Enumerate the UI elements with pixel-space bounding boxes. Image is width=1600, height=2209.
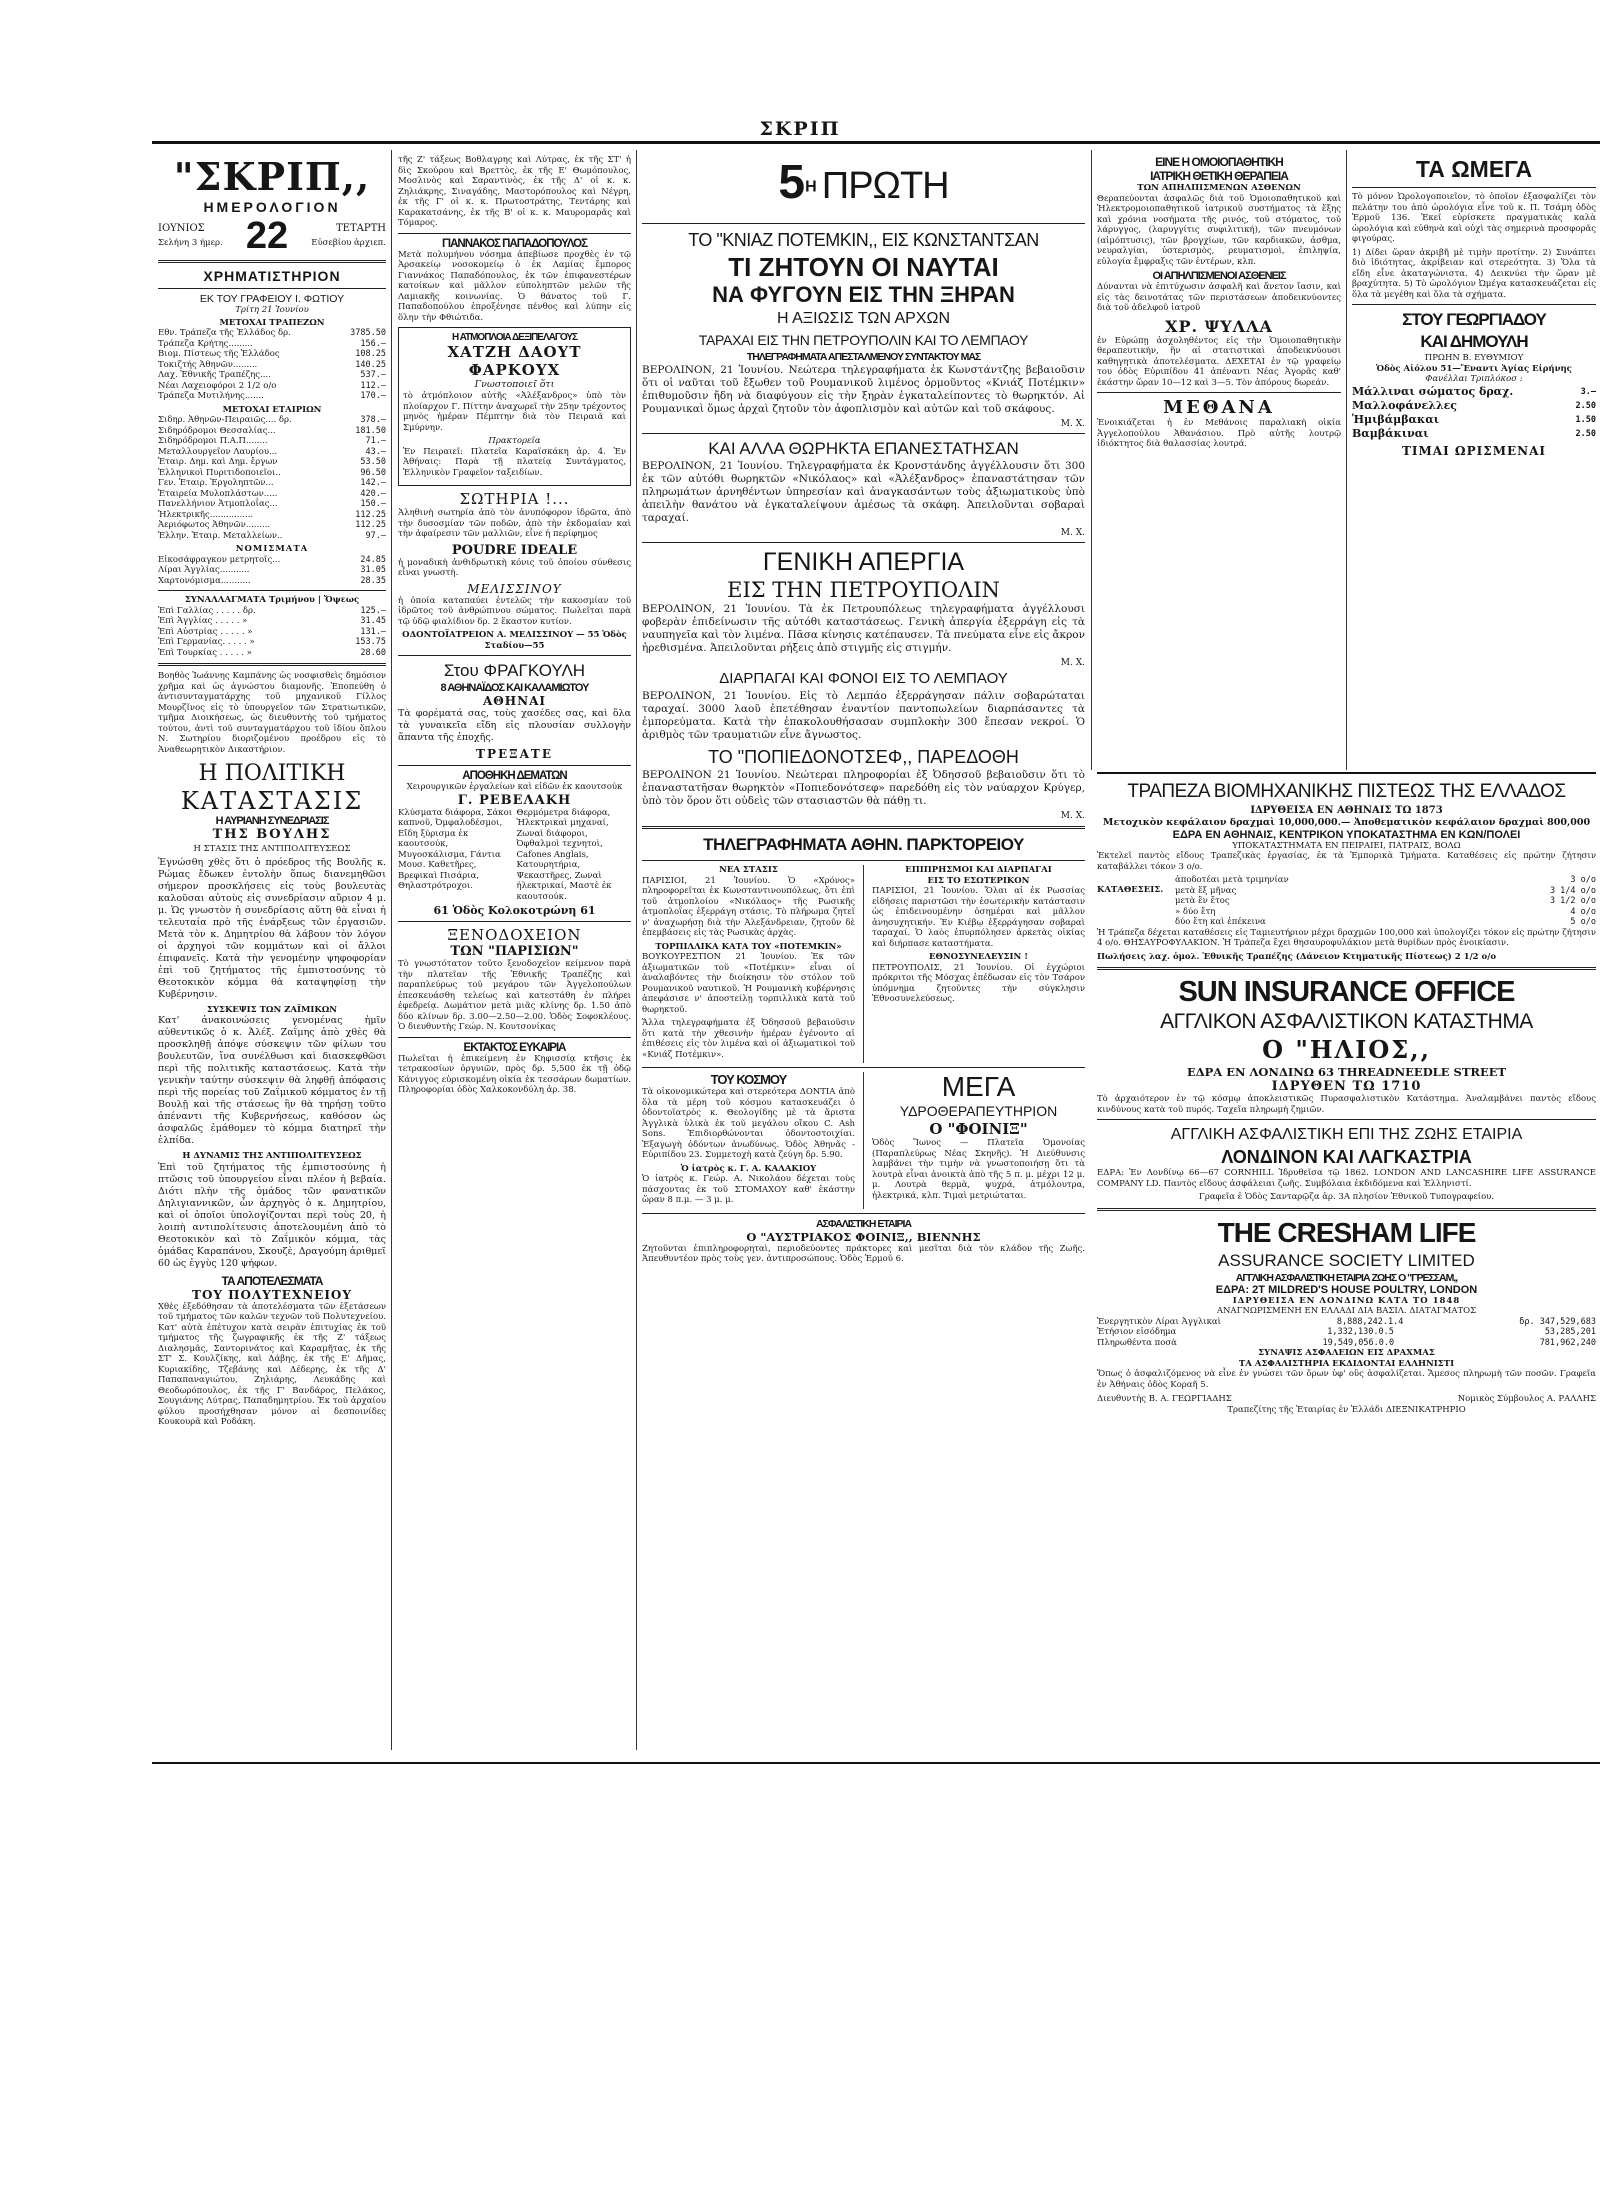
- row-value: 112.—: [360, 380, 386, 391]
- table-row: [158, 478, 386, 489]
- doctor-name: ΧΡ. ΨΥΛΛΑ: [1165, 316, 1273, 336]
- doctor-details: ἐν Εὐρώπῃ ἀσχοληθέντος εἰς τὴν Ὁμοιοπαθητικὴν θεραπευτικήν, ἥν αἱ στατιστικαὶ ἀποδεικνύουσι καθηγητικὰ ἀποτελέσματα. ΔΕΧΕΤΑΙ ἐν τῷ γραφείῳ του ὁδὸς Εὐριπίδου 41 ἀπέναντι Νέας Ἀγορᾶς καθ' ἑκάστην ὥραν 10—12 καὶ 3—5. Τὸν ἀπόρους δωρεάν.: [1097, 335, 1341, 388]
- row-label: Βιομ. Πίστεως τῆς Ἑλλάδος: [158, 349, 280, 359]
- bank-text: Ἐκτελεῖ παντὸς εἴδους Τραπεζικὰς ἐργασίας, ἐκ τὰ Ἐμπορικὰ Τμήματα. Καταθέσεις εἰς πρώτην ζήτησιν καταβάλλει τόκον 3 ο/ο.: [1097, 851, 1596, 872]
- opportunity-heading: ΕΚΤΑΚΤΟΣ ΕΥΚΑΙΡΙΑ: [463, 1041, 566, 1054]
- signature: Μ. Χ.: [1060, 658, 1085, 668]
- homeopathy-text: Θεραπεύονται ἀσφαλῶς διὰ τοῦ Ὁμοιοπαθητικοῦ καὶ Ἠλεκτρομοιοπαθητικοῦ ἰατρικοῦ συστήματος τὰ ἕξης καὶ χρόνια νοσήματα τῆς ρινός, τοῦ στόματος, τοῦ λάρυγγος, (λαρυγγίτις συφιλιτική), τῶν πνευμόνων (αἱμόπτυσις), τῶν βρογχίων, τῶν καρδιακῶν, ἀσθμα, νευραλγίαι, ὑστερισμὸς, ρευματισμοὶ, ἐπιληψία, εὐλογία ἔμφραξις τῶν ἐντέρων, κλπ.: [1097, 193, 1341, 267]
- headline-shore: ΝΑ ΦΥΓΟΥΝ ΕΙΣ ΤΗΝ ΞΗΡΑΝ: [712, 282, 1015, 307]
- date-month: ΙΟΥΝΙΟΣ: [158, 223, 205, 234]
- moon-phase: Σελήνη 3 ήμερ.: [158, 238, 223, 248]
- melissinou-address: ΟΔΟΝΤΟΪΑΤΡΕΙΟΝ Α. ΜΕΛΙΣΣΙΝΟΥ — 55 Ὁδὸς Σταδίου—55: [402, 630, 627, 651]
- results-text: Χθὲς ἐξεδόθησαν τὰ ἀποτελέσματα τῶν ἐξετάσεων τοῦ τμήματος τῶν καλῶν τεχνῶν τοῦ Πολυτεχνείου. Κατ' αὐτὰ ἐπέτυχον κατὰ σειρὰν ἐπιτυχίας ἐκ τοῦ τμήματος τῆς ζωγραφικῆς ἐκ τῆς Ζ' τάξεως Διαλησμᾶς, Σαντορινάτος καὶ Καραμῆτας, ἐκ τῆς ΣΤ' Σ. Κουλζίκης, καὶ Δάβης, ἐκ τῆς Ε' Δῆμας, Κυριακίδης, Τζεβάνης καὶ Δέδερης, ἐκ τῆς Δ' Παπαπαναγιώτου, Ζηλιάρης, Λευκάδης καὶ Θεοδωρόπουλος, ἐκ τῆς Γ' Βανδάρος, Πελάκος, Σουγιάνης Λύτρας, Παπαδημητρίου. Ἐκ τοῦ ἀρχαίου φύλου προσήχθησαν μόνον αἱ δεσποινίδες Κουκουρᾶ καὶ Ροδάκη.: [158, 1301, 386, 1427]
- row-value: 108.25: [355, 349, 386, 359]
- fx-table: [158, 606, 386, 659]
- results-continued: τῆς Ζ' τάξεως Βοθλαγρης καὶ Λύτρας, ἐκ τῆς ΣΤ' ἡ δὶς Σκούρου καὶ Βρεττὸς, ἐκ τῆς Ε' Θωμόπουλος, Μοσλινὸς καὶ Σαραντινὸς, ἐκ τῆς Δ' οἱ κ. κ. Ζηλιάκρης, Σιναγάδης, Μαστορόπουλος καὶ Νέγρη, ἐκ τῆς Γ' οἱ κ. κ. Πρωτοστράτης, Τεντάρης καὶ Καρακατσάνης, ἐκ τῆς Β' οἱ κ. κ. Μαυρομαρᾶς καὶ Τόμαρος.: [398, 155, 631, 228]
- row-label: » δύο ἔτη: [1175, 906, 1216, 917]
- deposit-rates: [1175, 875, 1596, 928]
- companies-header: ΜΕΤΟΧΑΙ ΕΤΑΙΡΙΩΝ: [222, 404, 322, 415]
- table-row: [158, 328, 386, 339]
- table-row: [158, 627, 386, 638]
- main-title: [642, 157, 1085, 219]
- main-title-word: ΠΡΩΤΗ: [821, 165, 949, 207]
- meeting-text: Κατ' ἀνακοινώσεις γενομένας ἡμῖν αὐθεντικῶς ὁ κ. Ἀλέξ. Ζαΐμης ἀπὸ χθὲς θὰ προσκληθῇ ἀπόψε σύσκεψιν τῶν φίλων του βουλευτῶν, ἵνα συνέλθωσι καὶ διασκεφθῶσι περὶ τῆς πολιτικῆς καταστάσεως. Κατὰ τὴν γενικὴν ταύτην σύσκεψιν θὰ ληφθῇ ἀπόφασις περὶ τῆς πορείας τοῦ Ζαΐμικοῦ κόμματος ἐν τῇ Βουλῇ καὶ τῆς στάσεως ἣν θὰ τηρήσῃ τοῦτο ἀπέναντι τῆς Κυβερνήσεως, καθόσον ὡς ἀσφαλῶς ἐμάθομεν τὸ κόμμα διατηρεῖ τὴν ἐλπίδα.: [158, 1015, 386, 1146]
- row-value: 53,285,201: [1544, 1327, 1596, 1337]
- cresham-banker: Τραπεζίτης τῆς Ἑταιρίας ἐν Ἑλλάδι ΔΙΕΞΝΙΚΑΤΡΗΡΙΟ: [1227, 1405, 1466, 1415]
- georgiadou-heading: ΣΤΟΥ ΓΕΩΡΓΙΑΔΟΥ: [1402, 310, 1546, 329]
- warehouse-address: 61 Ὁδὸς Κολοκοτρώνη 61: [433, 904, 596, 917]
- headline-libau: ΔΙΑΡΠΑΓΑΙ ΚΑΙ ΦΟΝΟΙ ΕΙΣ ΤΟ ΛΕΜΠΑΟΥ: [719, 670, 1008, 687]
- table-row: [1352, 399, 1596, 413]
- table-row: [1175, 917, 1596, 928]
- header-rule: [152, 141, 1600, 144]
- headline-pobedonosets: ΤΟ "ΠΟΠΙΕΔΟΝΟΤΣΕΦ,, ΠΑΡΕΔΟΘΗ: [708, 747, 1019, 767]
- obituary-text: Μετὰ πολυμήνου νόσημα ἀπεβίωσε προχθὲς ἐν τῷ Ἀρσακείῳ νοσοκομείῳ ὁ ἐκ Λαμίας ἔμπορος Γιαννάκος Παπαδόπουλος, ἐκ τῶν ἐπιφανεστέρων κατοίκων καὶ μᾶλλον εὐποληπτῶν μελῶν τῆς Λαμιακῆς κοινωνίας. Ὁ θάνατος τοῦ Γ. Παπαδοπούλου ἐπροξένησε πένθος καὶ λύπην εἰς ὅλην τὴν Φθιώτιδα.: [398, 249, 631, 323]
- date-day: 22: [245, 215, 289, 257]
- steamship-notice: Γνωστοποιεῖ ὅτι: [474, 379, 555, 390]
- telegrams-heading: ΤΗΛΕΓΡΑΦΗΜΑΤΑ ΑΠΕΣΤΑΛΜΕΝΟΥ ΣΥΝΤΑΚΤΟΥ ΜΑΣ: [746, 351, 981, 363]
- row-value: 378.—: [360, 415, 386, 425]
- row-value: 97.—: [365, 530, 386, 541]
- story-strike: ΒΕΡΟΛΙΝΟΝ, 21 Ἰουνίου. Τὰ ἐκ Πετρουπόλεως τηλεγραφήματα ἀγγέλλουσι φοβερὰν ἐπιδείνωσιν τῆς αὐτόθι καταστάσεως. Γενικὴ ἀπεργία ἐξερράγη εἰς τὰ ναυπηγεῖα καὶ τὸν λιμένα. Πᾶσα κίνησις κατέπαυσεν. Τὰ πνεύματα εἶνε εἰς ἄκρον ἠρεθισμένα. Ἀπειλοῦνται ρήξεις ἀπὸ στιγμῆς εἰς στιγμήν.: [642, 603, 1085, 654]
- row-label: Ἐπὶ Γαλλίας . . . . . δρ.: [158, 605, 256, 616]
- row-value: 3 1/4 ο/ο: [1549, 885, 1596, 896]
- table-row: [158, 616, 386, 627]
- table-row: [158, 381, 386, 392]
- row-label: ἀποδοτέαι μετὰ τριμηνίαν: [1175, 875, 1289, 885]
- row-value: δρ. 347,529,683: [1519, 1316, 1596, 1327]
- table-row: [1352, 427, 1596, 441]
- subhead-new-mutiny: ΝΕΑ ΣΤΑΣΙΣ: [719, 865, 778, 875]
- melissinou-text: ἡ ὁποία καταπαύει ἐντελῶς τὴν κακοσμίαν τοῦ ἱδρῶτος τοῦ ἀνθρώπινου σώματος. Πωλεῖται παρὰ τῷ ὑδῷ φιαλίδιον δρ. 2 ἕκαστον κυτίον.: [398, 595, 631, 627]
- cresham-subheading: ASSURANCE SOCIETY LIMITED: [1218, 1250, 1475, 1270]
- row-value: 156.—: [360, 338, 386, 349]
- dentist-text: Τὰ οἰκονομικώτερα καὶ στερεότερα ΔΟΝΤΙΑ ἀπὸ ὅλα τὰ μέρη τοῦ κόσμου κατασκευάζει ὁ ὀδοντοϊατρὸς κ. Θεολογίδης μὲ τὰ ἄριστα Ἀγγλικὰ ὑλικὰ ἐκ τοῦ μεγάλου οἴκου C. Ash Sons. Ἐπιδιορθώνονται ὀδοντοστοιχίαι. Ἐξαγωγὴ ὀδόντων ἀνωδύνως. Ὁδὸς Ἀθηνᾶς - Εὐριπίδου 23. Συμμετοχὴ κατὰ ζεύγη δρ. 5.90.: [642, 1087, 855, 1160]
- georgiadou-prices: [1352, 385, 1596, 441]
- table-row: [1175, 875, 1596, 886]
- story-potemkin: ΒΕΡΟΛΙΝΟΝ, 21 Ἰουνίου. Νεώτερα τηλεγραφήματα ἐκ Κωνστάντζης βεβαιοῦσιν ὅτι οἱ ναῦται τοῦ ἔξωθεν τοῦ Ρουμανικοῦ λιμένος ὁρμοῦντος «Κνιάζ Ποτέμκιν» ἐπιθυμοῦσιν ἤδη νὰ διαφύγουν εἰς τὴν ξηρὰν ἐγκαταλείποντες τὸ θωρηκτόν. Αἱ Ρουμανικαὶ ὅμως ἀρχαὶ ζητοῦν τὸν ἀφοπλισμὸν καὶ αὐτῶν καὶ τοῦ σκάφους.: [642, 364, 1085, 415]
- omega-heading: ΤΑ ΩΜΕΓΑ: [1415, 156, 1533, 182]
- column-divider: [636, 150, 637, 1750]
- anglo-address: Γραφεῖα ἐ Ὁδὸς Σανταρῷζα ἀρ. 3Α πλησίον Ἐθνικοῦ Τυπογραφείου.: [1198, 1192, 1495, 1202]
- running-header: ΣΚΡΙΠ: [759, 118, 841, 140]
- cresham-director: Διευθυντὴς Β. Α. ΓΕΩΡΓΙΑΔΗΣ: [1097, 1394, 1232, 1404]
- bank-branches: ΥΠΟΚΑΤΑΣΤΗΜΑΤΑ ΕΝ ΠΕΙΡΑΙΕΙ, ΠΑΤΡΑΙΣ, ΒΟΛΩ: [1232, 840, 1461, 851]
- hydro-heading: ΜΕΓΑ: [941, 1071, 1016, 1102]
- fx-header: ΣΥΝΑΛΛΑΓΜΑΤΑ Τριμήνου | Ὄψεως: [184, 595, 360, 605]
- table-row: [1352, 385, 1596, 399]
- signature: Μ. Χ.: [1060, 419, 1085, 429]
- column-divider: [391, 150, 392, 1750]
- row-value: 28.35: [360, 575, 386, 586]
- soteria-text: Ἀληθινὴ σωτηρία ἀπὸ τὸν ἀνυπόφορον ἱδρῶτα, ἀπὸ τὴν δυσοσμίαν τῶν ποδῶν, ἀπὸ τὴν ἐκδομαίαν καὶ τὴν ἀφαίρεσιν τῶν μαλλιῶν, εἶνε ἡ περίφημος: [398, 508, 631, 539]
- row-label: Εθν. Τράπεζα τῆς Ἑλλάδος δρ.: [158, 328, 291, 338]
- row-label: Πανελλήνιον Ἀτμοπλοΐας...: [158, 499, 278, 509]
- opposition-text: Ἐπὶ τοῦ ζητήματος τῆς ἐμπιστοσύνης ἡ πτῶσις τοῦ ὑπουργείου εἶναι πλέον ἡ βεβαία. Διότι πλὴν τῆς ὁμάδος τῶν φανατικῶν Δηλιγιαννικῶν, ὧν ἀρχηγὸς ὁ κ. Δημητρίου, καὶ οἱ ὁποῖοι ὑπολογίζονται περὶ τοὺς 20, ἡ λοιπὴ αντιπολίτευσις ἀποτελουμένη ἀπὸ τὸ Θεοτοκικὸν καὶ τὸ Ζαΐμικὸν κόμμα, τὰς ὁμάδας Καραπάνου, Σκουζὲ, Δραγούμη ἀριθμεῖ 60 ὡς ἐγγὺς 120 ψήφων.: [158, 1161, 386, 1269]
- table-row: [158, 457, 386, 468]
- steamship-company: ΧΑΤΖΗ ΔΑΟΥΤ ΦΑΡΚΟΥΧ: [447, 343, 582, 379]
- row-label: Ἐπὶ Αὐστρίας . . . . . »: [158, 626, 253, 637]
- column-divider: [1091, 150, 1092, 770]
- row-label: Ἀεριόφωτος Ἀθηνῶν.........: [158, 520, 271, 530]
- almanac-subtitle: ΗΜΕΡΟΛΟΓΙΟΝ: [203, 199, 341, 215]
- row-label: Εἰκοσάφραγκον μετρητοῖς...: [158, 554, 281, 565]
- row-value: 131.—: [360, 626, 386, 637]
- date-weekday: ΤΕΤΑΡΤΗ: [336, 223, 386, 234]
- headline-other-ships: ΚΑΙ ΑΛΛΑ ΘΩΡΗΚΤΑ ΕΠΑΝΕΣΤΑΤΗΣΑΝ: [708, 439, 1019, 458]
- politics-subheading-2: ΤΗΣ ΒΟΥΛΗΣ: [212, 827, 332, 842]
- anglo-subheading: ΛΟΝΔΙΝΟΝ ΚΑΙ ΛΑΓΚΑΣΤΡΙΑ: [1221, 1147, 1472, 1167]
- homeopathy-heading: ΕΙΝΕ Η ΟΜΟΙΟΠΑΘΗΤΙΚΗ: [1155, 155, 1283, 169]
- politics-subheading: Η ΑΥΡΙΑΝΗ ΣΥΝΕΔΡΙΑΣΙΣ: [215, 815, 329, 827]
- row-value: 5 ο/ο: [1570, 917, 1596, 927]
- sun-founded: ΙΔΡΥΘΕΝ ΤΩ 1710: [1271, 1079, 1422, 1094]
- row-label: Λίραι Ἀγγλίας...........: [158, 565, 250, 575]
- methana-text: Ἐνοικιάζεται ἡ ἐν Μεθάνοις παραλιακὴ οἰκία Ἀγγελοπούλου Ἀθανάσιου. Πρὸ αὐτῆς λουτρῷ ἰδιόκτητος διὰ θαλασσίας λουτρά.: [1097, 418, 1341, 449]
- fragkouli-text: Τὰ φορέματά σας, τοὺς χασέδες σας, καὶ ὅλα τὰ γυναικεῖα εἴδη εἰς πλουσίαν συλλογὴν ἅπαντα τῆς ἐποχῆς.: [398, 708, 631, 743]
- politics-heading-2: ΚΑΤΑΣΤΑΣΙΣ: [180, 787, 364, 815]
- banks-header: ΜΕΤΟΧΑΙ ΤΡΑΠΕΖΩΝ: [219, 317, 325, 328]
- row-value: 8,888,242.1.4: [1336, 1316, 1404, 1327]
- row-label: Λαχ. Ἐθνικῆς Τραπέζης....: [158, 370, 271, 380]
- steamship-agents: Ἐν Πειραιεῖ: Πλατεῖα Καραϊσκάκη ἀρ. 4. Ἐν Ἀθήναις: Παρὰ τῇ πλατείᾳ Συντάγματος, Ἑλληνικὸν Γραφεῖον ταξειδίων.: [403, 446, 626, 478]
- story-other-ships: ΒΕΡΟΛΙΝΟΝ, 21 Ἰουνίου. Τηλεγραφήματα ἐκ Κρονστάνδης ἀγγέλλουσιν ὅτι 300 ἐκ τῶν αὐτόθι θωρηκτῶν «Νικόλαος» καὶ «Ἀλέξανδρος» ἐπαναστάτησαν τῶν πληρωμάτων ἀρνηθέντων ὑπηρεσίαν καὶ ἀναγκασάντων τοὺς ἀξιωματικοὺς ὑπὸ ἀπειλὴν θανάτου νὰ ἐγκαταλείψουν ἀμέσως τὰ σκάφη. Ἀπειλοῦνται σοβαραὶ ταραχαί.: [642, 460, 1085, 524]
- sun-heading: SUN INSURANCE OFFICE: [1178, 976, 1515, 1008]
- row-value: 31.45: [360, 616, 386, 626]
- fragkouli-city: ΑΘΗΝΑΙ: [483, 694, 546, 708]
- row-label: Ἑταιρ. Δημ. καὶ Δημ. ἔργων: [158, 457, 278, 467]
- warehouse-subheading: Χειρουργικῶν ἐργαλείων καὶ εἰδῶν ἐκ καουτσούκ: [406, 782, 623, 792]
- hopeless-heading: ΟΙ ΑΠΗΛΠΙΣΜΕΝΟΙ ΑΣΘΕΝΕΙΣ: [1152, 270, 1286, 282]
- table-row: [158, 648, 386, 659]
- row-label: Χαρτονόμισμα...........: [158, 575, 251, 586]
- bank-founded: ΙΔΡΥΘΕΙΣΑ ΕΝ ΑΘΗΝΑΙΣ ΤΩ 1873: [1250, 805, 1443, 816]
- table-row: [158, 426, 386, 437]
- row-value: 181.50: [355, 425, 386, 436]
- column-5: [1352, 155, 1596, 770]
- cresham-counsel: Νομικὸς Σύμβουλος Α. ΡΑΛΛΗΣ: [1457, 1394, 1596, 1404]
- signature: Μ. Χ.: [1060, 528, 1085, 538]
- row-label: Ἑταιρεία Μυλοπλάστων.....: [158, 488, 278, 499]
- table-row: [158, 606, 386, 617]
- row-value: 112.25: [355, 509, 386, 520]
- georgiadou-category: Φανέλλαι Τριπλόκοσ :: [1425, 374, 1523, 384]
- georgiadou-tagline: ΤΙΜΑΙ ΩΡΙΣΜΕΝΑΙ: [1401, 443, 1547, 458]
- column-divider: [1346, 150, 1347, 770]
- row-value: 420.—: [360, 488, 386, 499]
- row-label: Πληρωθέντα ποσὰ: [1097, 1337, 1177, 1348]
- subhead-interior: ΕΙΣ ΤΟ ΕΣΩΤΕΡΙΚΟΝ: [927, 875, 1030, 886]
- cresham-founded: ΙΔΡΥΘΕΙΣΑ ΕΝ ΛΟΝΔΙΝΩ ΚΑΤΑ ΤΟ 1848: [1232, 1295, 1461, 1306]
- row-value: 140.25: [355, 359, 386, 370]
- headline-agency: ΤΗΛΕΓΡΑΦΗΜΑΤΑ ΑΘΗΝ. ΠΑΡΚΤΟΡΕΙΟΥ: [703, 835, 1024, 854]
- row-value: 2.50: [1575, 400, 1596, 411]
- politics-text: Ἐγνώσθη χθὲς ὅτι ὁ πρόεδρος τῆς Βουλῆς κ. Ρώμας ἔδωκεν ἐντολὴν ὅπως διανεμηθῶσι σήμερον προσκλήσεις εἰς τοὺς βουλευτὰς καλοῦσαι αὐτοὺς εἰς συνεδρίασιν αὔριον 4 μ. μ. Ὡς γνωστὸν ἡ συνεδρίασις αὕτη θὰ εἶναι ἡ τελευταία πρὸ τῆς ἐνάρξεως τῶν ἐργασιῶν. Μετὰ τὸν κ. Δημητρίου θὰ λάβουν τὸν λόγον οἱ ἀρχηγοὶ τῶν κομμάτων καὶ οἱ ἄλλοι ἐπιφανεῖς. Κατὰ τὴν γενομένην ψηφοφορίαν ἐπὶ τοῦ ζητήματος τῆς ἐμπιστοσύνης τὸ Θεοτοκικὸν κόμμα θὰ καταψηφίσῃ τὴν Κυβέρνησιν.: [158, 856, 386, 1000]
- signature: Μ. Χ.: [1060, 811, 1085, 821]
- hydro-text: Ὁδὸς Ἴωνος — Πλατεῖα Ὁμονοίας (Παραπλεύρως Νέας Σκηνῆς). Ἡ Διεύθυνσις λαμβάνει τὴν τιμὴν νὰ γνωστοποιήσῃ ὅτι τὰ λουτρὰ εἶναι ἀνοικτὰ ἀπὸ τῆς 5 π. μ. μέχρι 12 μ. μ. Λουτρὰ θερμὰ, ψυχρά, ἀτμόλουτρα, ἠλεκτρικά, κλπ. Τιμαὶ μετριώταται.: [872, 1138, 1085, 1201]
- hydro-subheading: ΥΔΡΟΘΕΡΑΠΕΥΤΗΡΙΟΝ: [899, 1103, 1058, 1119]
- steamship-text: τὸ ἀτμόπλοιον αὐτῆς «Ἀλέξανδρος» ὑπὸ τὸν πλοίαρχον Γ. Πίττην ἀναχωρεῖ τὴν 25ην τρέχοντος μηνὸς ἡμέραν Πέμπτην διὰ τὸν Πειραιᾶ καὶ Σμύρνην.: [403, 391, 626, 433]
- money-header: ΝΟΜΙΣΜΑΤΑ: [235, 544, 309, 554]
- money-table: [158, 555, 386, 587]
- row-value: 537.—: [360, 370, 386, 380]
- insurance-heading: ΑΣΦΑΛΙΣΤΙΚΗ ΕΤΑΙΡΙΑ: [815, 1217, 912, 1230]
- poudre-text: ἡ μοναδικὴ ἀνθιδρωτικὴ κόνις τοῦ ὁποίου σύνθεσις εἶναι γνωστὴ.: [398, 557, 631, 578]
- georgiadou-former: ΠΡΩΗΝ Β. ΕΥΘΥΜΙΟΥ: [1424, 353, 1524, 363]
- cresham-drachmas: ΣΥΝΑΨΙΣ ΑΣΦΑΛΕΙΩΝ ΕΙΣ ΔΡΑΧΜΑΣ: [1258, 1348, 1435, 1358]
- row-label: Τράπεζα Κρήτης.........: [158, 338, 253, 349]
- sun-text: Τὸ ἀρχαιότερον ἐν τῷ κόσμῳ ἀποκλειστικῶς Πυρασφαλιστικὸν Κατάστημα. Ἀναλαμβάνει παντὸς εἴδους κινδύνους κατὰ τοῦ πυρός. Ταχεῖα πληρωμὴ ζημιῶν.: [1097, 1094, 1596, 1115]
- stock-title: ΧΡΗΜΑΤΙΣΤΗΡΙΟΝ: [203, 268, 341, 284]
- stock-source: ΕΚ ΤΟΥ ΓΡΑΦΕΙΟΥ Ι. ΦΩΤΙΟΥ: [199, 293, 345, 305]
- row-value: 24.85: [360, 554, 386, 565]
- row-label: Τράπεζα Μυτιλήνης.......: [158, 391, 264, 401]
- omega-text: Τὸ μόνον Ὡρολογοποιεῖον, τὸ ὁποῖον ἐξασφαλίζει τὸν πελάτην του ἀπὸ ὡρολόγια εἶνε τοῦ κ. Π. Τσάμη ὁδὸς Ἑρμοῦ 136. Ἐκεῖ εὑρίσκετε πραγματικὰς καλὰ ὡρολόγια καὶ εὐθηνὰ καὶ οὐχὶ τὰς σημερινὰ προσφορᾶς φιγούρας.: [1352, 192, 1596, 244]
- hotel-name: ΤΩΝ "ΠΑΡΙΣΙΩΝ": [450, 944, 579, 959]
- table-row: [1175, 907, 1596, 918]
- table-row: [1352, 413, 1596, 427]
- story-new-mutiny: ΠΑΡΙΣΙΟΙ, 21 Ἰουνίου. Ὁ «Χρόνος» πληροφορεῖται ἐκ Κωνσταντινουπόλεως, ὅτι ἐπὶ τοῦ ἀτμοπλοίου «Νικόλαος» τῆς Ρωσικῆς ἀτμοπλοΐας ἐξερράγη στάσις. Τὸ πλήρωμα ζητεῖ ν' ἀναχωρήσῃ διὰ τὴν Ἀλεξάνδρειαν, ζητοῦν δὲ ἐπεμβάσεις εἰς τὰς Ρωσικὰς ἀρχὰς.: [642, 875, 855, 938]
- fragkouli-tagline: ΤΡΕΞΑΤΕ: [476, 747, 553, 761]
- row-label: Ἐτήσιον εἰσόδημα: [1097, 1327, 1177, 1337]
- table-row: [158, 349, 386, 360]
- table-row: [158, 339, 386, 350]
- row-label: μετὰ ἕξ μῆνας: [1175, 885, 1237, 896]
- hydro-name: Ο "ΦΟΙΝΙΞ": [929, 1120, 1028, 1138]
- table-row: [158, 499, 386, 510]
- row-value: 71.—: [365, 436, 386, 446]
- table-row: [158, 510, 386, 521]
- cresham-recognition: ΑΝΑΓΝΩΡΙΣΜΕΝΗ ΕΝ ΕΛΛΑΔΙ ΔΙΑ ΒΑΣΙΛ. ΔΙΑΤΑΓΜΑΤΟΣ: [1216, 1306, 1477, 1316]
- bank-heading: ΤΡΑΠΕΖΑ ΒΙΟΜΗΧΑΝΙΚΗΣ ΠΙΣΤΕΩΣ ΤΗΣ ΕΛΛΑΔΟΣ: [1127, 781, 1566, 802]
- politics-subheading-3: Η ΣΤΑΣΙΣ ΤΗΣ ΑΝΤΙΠΟΛΙΤΕΥΣΕΩΣ: [193, 844, 351, 854]
- row-label: Ἐπὶ Τουρκίας . . . . . »: [158, 647, 252, 658]
- row-label: Μάλλιναι σώματος δραχ.: [1352, 384, 1514, 398]
- story-torpedo: ΒΟΥΚΟΥΡΕΣΤΙΟΝ 21 Ἰουνίου. Ἐκ τῶν ἀξιωματικῶν τοῦ «Ποτέμκιν» εἶναι οἱ ἀναλαβόντες τὴν διοίκησιν τὸν στόλον τοῦ Ρουμανικοῦ ναυτικοῦ. Ἡ Ρουμανικὴ κυβέρνησις ἀπεφάσισε ν' ἀποστείλῃ τορπιλλικὰ κατὰ τοῦ θωρηκτοῦ.: [642, 952, 855, 1015]
- table-row: [158, 555, 386, 566]
- headline-sailors: ΤΙ ΖΗΤΟΥΝ ΟΙ ΝΑΥΤΑΙ: [728, 252, 999, 282]
- sun-name: Ο "ΗΛΙΟΣ,,: [1262, 1035, 1431, 1064]
- subhead-torpedo: ΤΟΡΠΙΛΛΙΚΑ ΚΑΤΑ ΤΟΥ «ΠΟΤΕΜΚΙΝ»: [655, 941, 842, 952]
- row-value: 3 ο/ο: [1570, 875, 1596, 885]
- ads-block: [1097, 780, 1596, 1755]
- row-label: Ἐπὶ Ἀγγλίας . . . . . »: [158, 616, 248, 626]
- table-row: [1175, 896, 1596, 907]
- warehouse-list-a: Κλύσματα διάφορα, Σάκοι καπνοῦ, Ὀμφαλοδέσμοι, Εἴδη ξύρισμα ἐκ καουτσούκ, Μυγοσκάλισμα, Γάντια Μουσ. Καθετῆρες, Βρεφικαὶ Πισάρια, Θηλαστρότροχοι.: [398, 807, 513, 891]
- row-label: Μαλλοφάνελλες: [1352, 398, 1457, 412]
- table-row: [158, 576, 386, 587]
- sun-subheading: ΑΓΓΛΙΚΟΝ ΑΣΦΑΛΙΣΤΙΚΟΝ ΚΑΤΑΣΤΗΜΑ: [1160, 1010, 1533, 1033]
- omega-list: 1) Δίδει ὥραν ἀκριβῆ μὲ τιμὴν προτίτην. 2) Συνάπτει διὸ ἰδιότητας, ἀκρίβειαν καὶ στερεότητα. 3) Ὅλα τὰ εἴδη εἶνε ἀκαταγώνιστα. 4) Δεικνύει τὴν ὥραν μὲ βραχύτητα. 5) Τὸ ὡρολόγιον Ὠμέγα κατασκευάζεται εἰς ὅλα τὰ μεγέθη καὶ ὅλα τὰ σχήματα.: [1352, 247, 1596, 300]
- row-label: Τοκιζτής Ἀθηνῶν.........: [158, 359, 258, 370]
- row-label: Ἐπὶ Γερμανίας. . . . . »: [158, 637, 255, 647]
- bank-capital: Μετοχικὸν κεφάλαιον δραχμαὶ 10,000,000.— Ἀποθεματικὸν κεφάλαιον δραχμαὶ 800,000: [1102, 816, 1591, 828]
- table-row: [158, 468, 386, 479]
- opportunity-text: Πωλεῖται ἡ ἐπικείμενη ἐν Κηφισσίᾳ κτῆσις ἐκ τετρακοσίων ὀργυιῶν, πρὸς δρ. 5,500 ἐκ τῇ ὁδῷ Κάνιγγος εὐρισκομένη οἰκία ἐκ τεσσάρων δωματίων. Πληροφορίαι ὁδὸς Χαλκοκονδύλη ἀρ. 38.: [398, 1053, 631, 1095]
- row-label: Μεταλλουργεῖον Λαυρίου...: [158, 446, 278, 457]
- obituary-heading: ΓΙΑΝΝΑΚΟΣ ΠΑΠΑΔΟΠΟΥΛΟΣ: [441, 237, 588, 250]
- cresham-greek-policies: ΤΑ ΑΣΦΑΛΙΣΤΗΡΙΑ ΕΚΔΙΔΟΝΤΑΙ ΕΛΛΗΝΙΣΤΙ: [1238, 1358, 1455, 1369]
- warehouse-owner: Γ. ΡΕΒΕΛΑΚΗ: [457, 792, 572, 808]
- logo: "ΣΚΡΙΠ,,: [173, 155, 371, 199]
- center-column: [642, 155, 1085, 1750]
- cresham-heading: THE CRESHAM LIFE: [1217, 1216, 1476, 1248]
- georgiadou-heading-2: ΚΑΙ ΔΗΜΟΥΛΗ: [1420, 332, 1528, 351]
- hotel-text: Τὸ γνωστότατον τοῦτο ξενοδοχεῖον κείμενον παρὰ τὴν πλατεῖαν τῆς Ἐθνικῆς Τραπέζης καὶ παραπλεύρως τοῦ μεγάρου τῶν Ἀγγελοπούλων ἐπεσκευάσθη τελείως καὶ κατεστάθη ἐν πλήρει ἐφεδρείᾳ. Δωμάτιον μετὰ μιᾶς κλίνης δρ. 1.50 ἀπὸ δύο κλίνων δρ. 3.00—2.50—2.00. Ὁδὸς Σοφοκλέους. Ὁ διευθυντὴς Γεώρ. Ν. Κουτσονίκας: [398, 959, 631, 1032]
- meeting-heading: ΣΥΣΚΕΨΙΣ ΤΩΝ ΖΑΪΜΙΚΩΝ: [206, 1004, 338, 1015]
- row-value: 3.—: [1580, 386, 1596, 397]
- bank-text-3: Πωλήσεις λαχ. ὁμολ. Ἐθνικῆς Τραπέζης (Δάνειον Κτηματικῆς Πίστεως) 2 1/2 ο/ο: [1097, 951, 1496, 962]
- politics-heading: Η ΠΟΛΙΤΙΚΗ: [198, 761, 346, 786]
- row-value: 1,332,130.0.5: [1327, 1327, 1394, 1337]
- headline-authorities: Η ΑΞΙΩΣΙΣ ΤΩΝ ΑΡΧΩΝ: [776, 310, 951, 327]
- table-row: [158, 415, 386, 426]
- steamship-heading: Η ΑΤΜΟΠΛΟΙΑ ΔΕΞΙΠΕΛΑΓΟΥΣ: [451, 332, 578, 343]
- companies-table: [158, 415, 386, 541]
- table-row: [1097, 1327, 1596, 1338]
- hopeless-text: Δύνανται νὰ ἐπιτύχωσιν ἀσφαλῆ καὶ ἄνετον ἴασιν, καὶ εἰς τὰς δεινοτάτας τῶν περιστάσεων ἀποδεικνύοντες διὰ τοῦ ἀδελφοῦ ἰατροῦ: [1097, 282, 1341, 313]
- opposition-heading: Η ΔΥΝΑΜΙΣ ΤΗΣ ΑΝΤΙΠΟΛΙΤΕΥΣΕΩΣ: [182, 1151, 362, 1161]
- date-box: [158, 217, 386, 255]
- row-value: 96.50: [360, 467, 386, 478]
- poudre-heading: POUDRE IDEALE: [451, 542, 578, 558]
- subhead-fires: ΕΠΙΠΡΗΣΜΟΙ ΚΑΙ ΔΙΑΡΠΑΓΑΙ: [905, 865, 1052, 875]
- row-value: 142.—: [360, 478, 386, 488]
- table-row: [158, 520, 386, 531]
- cresham-greek: ΑΓΓΛΙΚΗ ΑΣΦΑΛΙΣΤΙΚΗ ΕΤΑΙΡΙΑ ΖΩΗΣ Ο "ΓΡΕΣΣΑΜ,,: [1235, 1271, 1458, 1284]
- melissinou-heading: ΜΕΛΙΣΣΙΝΟΥ: [467, 581, 562, 596]
- results-subheading: ΤΟΥ ΠΟΛΥΤΕΧΝΕΙΟΥ: [192, 1287, 352, 1302]
- main-title-sup: Η: [805, 178, 817, 196]
- cresham-seat: ΕΔΡΑ: 2Τ MILDRED'S HOUSE POULTRY, LONDON: [1215, 1283, 1478, 1296]
- row-value: 112.25: [355, 520, 386, 530]
- ads-rule: [1097, 772, 1596, 774]
- dentist-signature: Ὁ ἰατρὸς κ. Γ. Α. ΚΑΛΑΚΙΟΥ: [680, 1163, 817, 1174]
- row-value: 28.60: [360, 647, 386, 658]
- warehouse-list-b: Θερμόμετρα διάφορα, Ἠλεκτρικαὶ μηχαναί, Ζωναὶ διάφοροι, Ὀφθαλμοὶ τεχνητοὶ, Cafones Anglais, Κατουρητήρια, Ψεκαστῆρες, Ζωναὶ ἠλεκτρικαί, Μαστὲ ἐκ καουτσούκ.: [516, 807, 612, 902]
- insurance-text: Ζητοῦνται ἐπιπληροφορηταὶ, περιοδεύοντες πράκτορες καὶ μεσῖται διὰ τὸν κλάδον τῆς Ζωῆς. Ἀπευθυντέον πρὸς τοὺς γεν. ἀντιπροσώπους. Ὁδὸς Ἑρμοῦ 6.: [642, 1243, 1085, 1264]
- deposits-label: ΚΑΤΑΘΕΣΕΙΣ.: [1097, 885, 1164, 895]
- headline-potemkin: ΤΟ "ΚΝΙΑΖ ΠΟΤΕΜΚΙΝ,, ΕΙΣ ΚΩΝΣΤΑΝΤΣΑΝ: [688, 230, 1039, 250]
- homeopathy-heading-2: ΙΑΤΡΙΚΗ ΘΕΤΙΚΗ ΘΕΡΑΠΕΙΑ: [1150, 169, 1288, 183]
- column-2: [398, 155, 631, 1750]
- row-label: δύο ἔτη καὶ ἐπέκεινα: [1175, 917, 1266, 927]
- row-label: Ἑλληνικοὶ Πυριτιδοποιεῖοι..: [158, 467, 281, 478]
- row-value: 4 ο/ο: [1570, 906, 1596, 917]
- homeopathy-heading-3: ΤΩΝ ΑΠΗΛΠΙΣΜΕΝΩΝ ΑΣΘΕΝΩΝ: [1137, 183, 1301, 193]
- row-value: 1.50: [1575, 414, 1596, 425]
- georgiadou-address: Ὁδὸς Αἰόλου 51—Ἔναντι Ἁγίας Εἰρήνης: [1376, 363, 1572, 374]
- steamship-agents-heading: Πρακτορεῖα: [488, 436, 541, 446]
- row-value: 3785.50: [350, 328, 386, 338]
- insurance-name: Ο "ΑΥΣΤΡΙΑΚΟΣ ΦΟΙΝΙΞ,, ΒΙΕΝΝΗΣ: [746, 1229, 981, 1244]
- fragkouli-heading: Στου ΦΡΑΓΚΟΥΛΗ: [443, 661, 586, 680]
- dentist-heading: ΤΟΥ ΚΟΣΜΟΥ: [710, 1072, 787, 1087]
- soteria-heading: ΣΩΤΗΡΙΑ !...: [459, 490, 570, 508]
- column-1: [158, 155, 386, 1750]
- row-label: μετὰ ἓν ἔτος: [1175, 896, 1230, 906]
- table-row: [1097, 1317, 1596, 1328]
- story-fires: ΠΑΡΙΣΙΟΙ, 21 Ἰουνίου. Ὅλαι αἱ ἐκ Ρωσσίας εἰδήσεις παριστῶσι τὴν ἐσωτερικὴν κατάστασιν ὡς ἐπιδεινουμένην ὁσημέραι καὶ μᾶλλον ἀνησυχητικήν. Ἐν Κιέβῳ ἐξερράγησαν σοβαραὶ ταραχαί. Ὁ λαὸς ἐπυρπόλησεν ἀρκετὰς οἰκίας καὶ διήρπασε καταστήματα.: [872, 886, 1085, 949]
- anglo-text: ΕΔΡΑ: Ἐν Λονδίνῳ 66—67 CORNHILL Ἱδρυθεῖσα τῷ 1862. LONDON AND LANCASHIRE LIFE ASSURANCE COMPANY LD. Παντὸς εἴδους ἀσφάλειαι ζωῆς. Συμβόλαια ἐκδιδόμενα καὶ Ἑλληνιστί.: [1097, 1168, 1596, 1189]
- bank-seat: ΕΔΡΑ ΕΝ ΑΘΗΝΑΙΣ, ΚΕΝΤΡΙΚΟΝ ΥΠΟΚΑΤΑΣΤΗΜΑ ΕΝ ΚΩΝ/ΠΟΛΕΙ: [1172, 828, 1521, 841]
- row-value: 3 1/2 ο/ο: [1549, 896, 1596, 906]
- sun-seat: ΕΔΡΑ ΕΝ ΛΟΝΔΙΝΩ 63 THREADNEEDLE STREET: [1186, 1065, 1507, 1079]
- row-label: Νέαι Λαχειοφόροι 2 1/2 ο/ο: [158, 380, 277, 391]
- warehouse-heading: ΑΠΟΘΗΚΗ ΔΕΜΑΤΩΝ: [462, 770, 567, 782]
- row-value: 53.50: [360, 457, 386, 467]
- headline-strike: ΓΕΝΙΚΗ ΑΠΕΡΓΙΑ: [762, 548, 965, 576]
- table-row: [158, 565, 386, 576]
- row-value: 153.75: [355, 637, 386, 647]
- methana-heading: ΜΕΘΑΝΑ: [1163, 397, 1275, 418]
- brief-news: Βοηθὸς Ἰωάννης Καμπάνης ὡς νοσφισθεὶς δημόσιον χρῆμα καὶ ὡς ἀγνώστου διαμονῆς. Ἐποπεύθη ὁ ἀντισυνταγματάρχης τοῦ μηχανικοῦ Γίλλος Μουρζῖνος εἰς τὸ ὑπουργεῖον τῶν Στρατιωτικῶν, τμῆμα Διοικήσεως, ὡς διευθυντὴς τοῦ τμήματος τούτου, ἀντὶ τοῦ συνταγματάρχου τοῦ ἰδίου ὅπλου Ν. Σωτηρίου διοριζομένου προέδρου εἰς τὸ Ἀναθεωρητικὸν Δικαστήριον.: [158, 671, 386, 755]
- fragkouli-address: 8 ΑΘΗΝΑΪΔΟΣ ΚΑΙ ΚΑΛΑΜΙΩΤΟΥ: [440, 682, 589, 694]
- story-libau: ΒΕΡΟΛΙΝΟΝ, 21 Ἰουνίου. Εἰς τὸ Λεμπάο ἐξερράγησαν πάλιν σοβαρώταται ταραχαί. 3000 λαοῦ ἐπετέθησαν ἐναντίον παντοπωλείων διαρπάσαντες τὰ ἐμπορεύματα. Κατὰ τὴν ἐπακολουθήσασαν συμπλοκὴν 300 ἔπεσαν νεκροί. Ὁ ἀριθμὸς τῶν τραυματιῶν εἶνε ἄγνωστος.: [642, 690, 1085, 741]
- row-value: 170.—: [360, 391, 386, 401]
- table-row: [158, 360, 386, 371]
- row-label: Ἡμιβάμβακαι: [1352, 412, 1440, 426]
- results-heading: ΤΑ ΑΠΟΤΕΛΕΣΜΑΤΑ: [221, 1273, 323, 1288]
- hotel-heading: ΞΕΝΟΔΟΧΕΙΟΝ: [447, 926, 582, 944]
- row-value: 2.50: [1575, 428, 1596, 439]
- story-pobedonosets: ΒΕΡΟΛΙΝΟΝ 21 Ἰουνίου. Νεώτεραι πληροφορίαι ἐξ Ὀδησσοῦ βεβαιοῦσιν ὅτι τὸ ἐπαναστατῆσαν θωρηκτὸν «Ποπιεδονότσεφ» παρεδόθη εἰς τὸν ναύαρχον Κρύγερ, ὑπὸ τὸν ὅρον ὅτι οὐδεὶς τῶν στασιαστῶν θὰ πάθῃ τι.: [642, 769, 1085, 807]
- cresham-stats: [1097, 1317, 1596, 1349]
- row-label: Σιδηρ. Ἀθηνῶν-Πειραιῶς.... δρ.: [158, 415, 292, 425]
- row-label: Ἐνεργητικὸν Λίραι Ἀγγλικαὶ: [1097, 1316, 1221, 1327]
- stock-date: Τρίτη 21 Ἰουνίου: [235, 305, 309, 315]
- table-row: [158, 531, 386, 542]
- cresham-text: Ὅπως ὁ ἀσφαλιζόμενος νὰ εἶνε ἐν γνώσει τῶν ὅρων ὑφ' οὓς ἀσφαλίζεται. Ἄμεσος πληρωμὴ τῶν ποσῶν. Γραφεῖα ἐν Ἀθήναις ὁδὸς Κοραῆ 5.: [1097, 1369, 1596, 1390]
- banks-table: [158, 328, 386, 402]
- row-value: 125.—: [360, 605, 386, 616]
- row-value: 43.—: [365, 446, 386, 457]
- table-row: [158, 637, 386, 648]
- story-assembly: ΠΕΤΡΟΥΠΟΛΙΣ, 21 Ἰουνίου. Οἱ ἐγχώριοι πρόκριτοι τῆς Μόσχας ἐπέδωσαν εἰς τὸν Τσάρον ὑπόμνημα ζητοῦντες τὴν σύγκλησιν Ἐθνοσυνελεύσεως.: [872, 962, 1085, 1004]
- row-label: Ἠλεκτρικῆς................: [158, 509, 254, 520]
- row-value: 31.05: [360, 565, 386, 575]
- row-label: Γεν. Ἑταιρ. Ἐργοληπτῶν...: [158, 478, 274, 488]
- table-row: [158, 447, 386, 458]
- table-row: [158, 489, 386, 500]
- row-label: Βαμβάκιναι: [1352, 426, 1429, 440]
- row-label: Σιδηρόδρομοι Π.Α.Π........: [158, 436, 268, 446]
- row-label: Σιδηρόδρομοι Θεσσαλίας...: [158, 425, 276, 436]
- doctor-text: Ὁ ἰατρὸς κ. Γεώρ. Α. Νικολάου δέχεται τοὺς πάσχοντας ἐκ τοῦ ΣΤΟΜΑΧΟΥ καθ' ἑκάστην ὥραν 8 π.μ. — 3 μ. μ.: [642, 1174, 855, 1205]
- table-row: [158, 391, 386, 402]
- subhead-assembly: ΕΘΝΟΣΥΝΕΛΕΥΣΙΝ !: [929, 952, 1028, 962]
- bottom-rule: [152, 1762, 1600, 1764]
- row-value: 781,962,240: [1539, 1337, 1596, 1348]
- headline-unrest: ΤΑΡΑΧΑΙ ΕΙΣ ΤΗΝ ΠΕΤΡΟΥΠΟΛΙΝ ΚΑΙ ΤΟ ΛΕΜΠΑΟΥ: [698, 332, 1029, 348]
- column-4: [1097, 155, 1341, 770]
- main-title-number: 5: [778, 156, 806, 209]
- row-value: 150.—: [360, 499, 386, 509]
- headline-strike-2: ΕΙΣ ΤΗΝ ΠΕΤΡΟΥΠΟΛΙΝ: [727, 578, 1000, 602]
- table-row: [1097, 1338, 1596, 1349]
- table-row: [158, 436, 386, 447]
- bank-text-2: Ἡ Τράπεζα δέχεται καταθέσεις εἰς Ταμιευτήριον μέχρι δραχμῶν 100,000 καὶ ὑπολογίζει τόκον εἰς πρώτην ζήτησιν 4 ο/ο. ΘΗΣΑΥΡΟΦΥΛΑΚΙΟΝ. Ἡ Τράπεζα ἔχει θησαυροφυλάκιον μετὰ θυρίδων πρὸς ἐνοικίασιν.: [1097, 927, 1596, 948]
- saint-of-day: Εὐσεβίου ἀρχιεπ.: [311, 238, 386, 248]
- anglo-heading: ΑΓΓΛΙΚΗ ΑΣΦΑΛΙΣΤΙΚΗ ΕΠΙ ΤΗΣ ΖΩΗΣ ΕΤΑΙΡΙΑ: [1170, 1126, 1523, 1143]
- table-row: [1175, 886, 1596, 897]
- table-row: [158, 370, 386, 381]
- story-odessa: Ἄλλα τηλεγραφήματα ἐξ Ὀδησσοῦ βεβαιοῦσιν ὅτι κατὰ τὴν χθεσινὴν ἡμέραν ἐγένοντο αἱ ἐπιθέσεις εἰς τὸν λιμένα καὶ οἱ ἀξιωματικοὶ τοῦ «Κνιάζ Ποτέμκιν».: [642, 1018, 855, 1060]
- row-label: Ἑλλην. Ἑταιρ. Μεταλλείων..: [158, 530, 283, 541]
- row-value: 19,549,056.0.0: [1322, 1337, 1395, 1348]
- steamship-ad: [398, 327, 631, 486]
